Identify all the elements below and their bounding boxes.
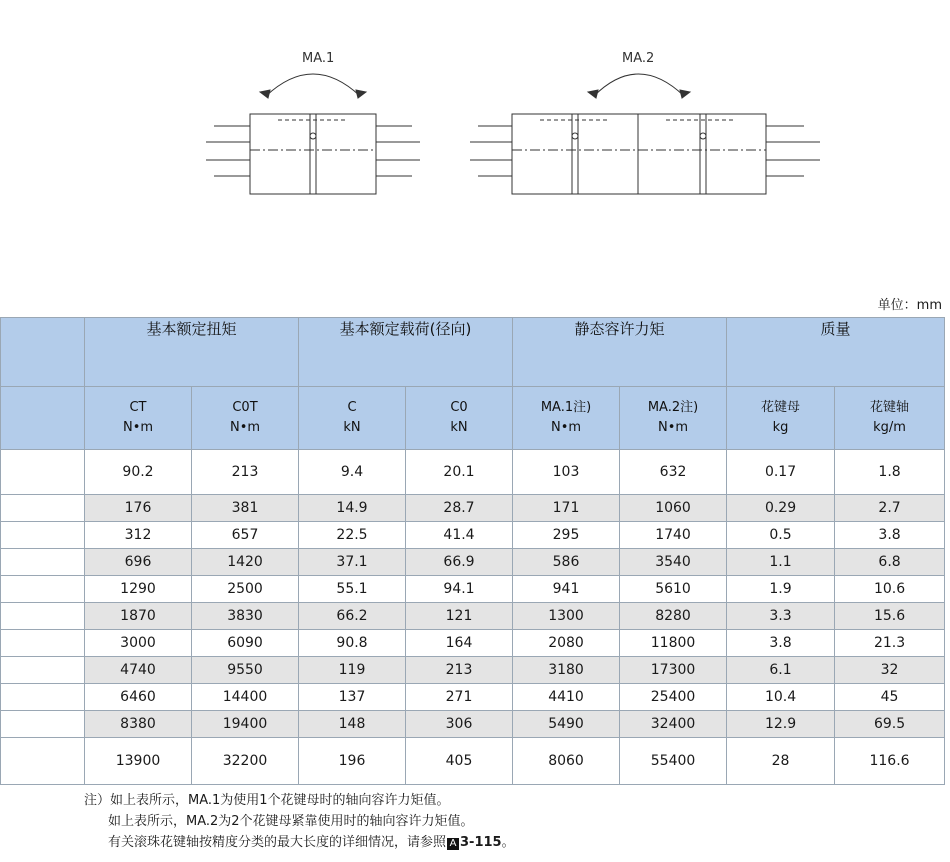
table-row [1,549,945,576]
row-lead-cell [1,711,85,738]
table-cell: 6460 [85,684,192,711]
unit-label: 单位：mm [877,298,942,313]
table-cell: 28.7 [406,495,513,522]
table-row [1,576,945,603]
table-row [1,738,945,785]
table-cell: 137 [299,684,406,711]
row-lead-cell [1,450,85,495]
sub-header-c0t [192,387,299,450]
table-row [1,450,945,495]
table-cell: 586 [513,549,620,576]
sub-header-shaft-mass [835,387,945,450]
table-cell: 6.8 [835,549,945,576]
group-header-row [1,318,945,387]
table-cell: 0.17 [727,450,835,495]
table-cell: 10.4 [727,684,835,711]
note-line-3 [84,832,515,853]
table-cell: 176 [85,495,192,522]
sub-header-symbol: CT [129,400,147,415]
table-row [1,495,945,522]
table-cell: 3000 [85,630,192,657]
sub-header-ma1 [513,387,620,450]
table-cell: 17300 [620,657,727,684]
table-cell: 196 [299,738,406,785]
sub-header-symbol: 花键母 [761,400,801,415]
note-line-1: 注）如上表所示，MA.1为使用1个花键母时的轴向容许力矩值。 [84,793,450,808]
table-cell: 55.1 [299,576,406,603]
table-cell: 8380 [85,711,192,738]
table-cell: 28 [727,738,835,785]
sub-header-unit: kN [450,420,468,435]
table-cell: 0.29 [727,495,835,522]
table-cell: 6.1 [727,657,835,684]
table-cell: 295 [513,522,620,549]
sub-header-unit: kg [772,420,789,435]
table-cell: 4740 [85,657,192,684]
table-cell: 90.2 [85,450,192,495]
table-cell: 69.5 [835,711,945,738]
spec-table [0,317,945,785]
table-cell: 696 [85,549,192,576]
table-cell: 1060 [620,495,727,522]
table-cell: 21.3 [835,630,945,657]
sub-header-unit: N•m [122,420,154,435]
table-cell: 4410 [513,684,620,711]
sub-header-nut-mass [727,387,835,450]
table-cell: 2.7 [835,495,945,522]
table-cell: 171 [513,495,620,522]
table-cell: 1300 [513,603,620,630]
table-cell: 306 [406,711,513,738]
ma1-label: MA.1 [302,51,335,66]
table-cell: 3180 [513,657,620,684]
table-cell: 32400 [620,711,727,738]
table-cell: 0.5 [727,522,835,549]
group-header-moment: 静态容许力矩 [513,318,727,387]
sub-header-unit: N•m [550,420,582,435]
table-cell: 2500 [192,576,299,603]
table-cell: 1420 [192,549,299,576]
table-cell: 25400 [620,684,727,711]
table-cell: 3540 [620,549,727,576]
table-cell: 14.9 [299,495,406,522]
moment-diagram [0,0,950,290]
table-cell: 22.5 [299,522,406,549]
sub-header-unit: kN [343,420,361,435]
table-cell: 32 [835,657,945,684]
table-cell: 3.8 [835,522,945,549]
table-cell: 271 [406,684,513,711]
table-cell: 632 [620,450,727,495]
table-cell: 9550 [192,657,299,684]
table-cell: 1290 [85,576,192,603]
sub-header-symbol: C0 [450,400,468,415]
table-cell: 405 [406,738,513,785]
row-lead-cell [1,657,85,684]
table-row [1,657,945,684]
table-cell: 657 [192,522,299,549]
sub-header-unit: N•m [229,420,261,435]
table-cell: 164 [406,630,513,657]
group-header-torque: 基本额定扭矩 [85,318,299,387]
table-cell: 5610 [620,576,727,603]
table-cell: 10.6 [835,576,945,603]
sub-header-row [1,387,945,450]
table-cell: 116.6 [835,738,945,785]
table-cell: 20.1 [406,450,513,495]
reference-page: 3-115 [460,835,502,850]
table-cell: 312 [85,522,192,549]
row-lead-cell [1,576,85,603]
table-cell: 103 [513,450,620,495]
sub-header-unit: kg/m [873,420,906,435]
table-cell: 9.4 [299,450,406,495]
sub-header-c [299,387,406,450]
table-row [1,711,945,738]
sub-header-ct [85,387,192,450]
table-cell: 11800 [620,630,727,657]
table-cell: 119 [299,657,406,684]
table-cell: 13900 [85,738,192,785]
table-cell: 15.6 [835,603,945,630]
table-cell: 8280 [620,603,727,630]
group-header-mass: 质量 [727,318,945,387]
table-cell: 213 [192,450,299,495]
table-cell: 6090 [192,630,299,657]
single-nut-diagram [206,74,420,194]
row-lead-cell [1,738,85,785]
table-row [1,603,945,630]
table-cell: 66.2 [299,603,406,630]
table-cell: 41.4 [406,522,513,549]
sub-header-ma2 [620,387,727,450]
sub-header-symbol: 花键轴 [870,400,910,415]
table-cell: 5490 [513,711,620,738]
double-nut-diagram [470,74,820,194]
row-lead-cell [1,684,85,711]
blank-header-cell [1,387,85,450]
table-row [1,684,945,711]
table-cell: 55400 [620,738,727,785]
table-cell: 66.9 [406,549,513,576]
note-line-3-end: 。 [501,835,515,850]
row-lead-cell [1,630,85,657]
table-cell: 14400 [192,684,299,711]
table-cell: 90.8 [299,630,406,657]
table-cell: 1.8 [835,450,945,495]
row-lead-cell [1,495,85,522]
blank-header-cell [1,318,85,387]
ma2-label: MA.2 [622,51,655,66]
sub-header-symbol: MA.1注) [540,400,592,415]
table-cell: 3830 [192,603,299,630]
table-row [1,630,945,657]
reference-box: A [447,838,459,850]
row-lead-cell [1,522,85,549]
group-header-load: 基本额定载荷(径向) [299,318,513,387]
sub-header-c0 [406,387,513,450]
table-cell: 941 [513,576,620,603]
table-cell: 12.9 [727,711,835,738]
note-line-2: 如上表所示，MA.2为2个花键母紧靠使用时的轴向容许力矩值。 [108,814,474,829]
table-row [1,522,945,549]
table-cell: 94.1 [406,576,513,603]
table-cell: 8060 [513,738,620,785]
table-cell: 121 [406,603,513,630]
note-line-3-text: 有关滚珠花键轴按精度分类的最大长度的详细情况，请参照 [108,835,447,850]
table-cell: 213 [406,657,513,684]
sub-header-symbol: C [347,400,357,415]
table-cell: 19400 [192,711,299,738]
table-cell: 381 [192,495,299,522]
spec-table-body [1,450,945,785]
footnotes [84,790,515,853]
table-cell: 1870 [85,603,192,630]
table-cell: 3.3 [727,603,835,630]
table-cell: 32200 [192,738,299,785]
table-cell: 3.8 [727,630,835,657]
sub-header-symbol: MA.2注) [647,400,699,415]
sub-header-unit: N•m [657,420,689,435]
table-cell: 1.1 [727,549,835,576]
table-cell: 148 [299,711,406,738]
row-lead-cell [1,603,85,630]
table-cell: 2080 [513,630,620,657]
sub-header-symbol: C0T [232,400,258,415]
table-cell: 1.9 [727,576,835,603]
table-cell: 45 [835,684,945,711]
table-cell: 37.1 [299,549,406,576]
table-cell: 1740 [620,522,727,549]
row-lead-cell [1,549,85,576]
